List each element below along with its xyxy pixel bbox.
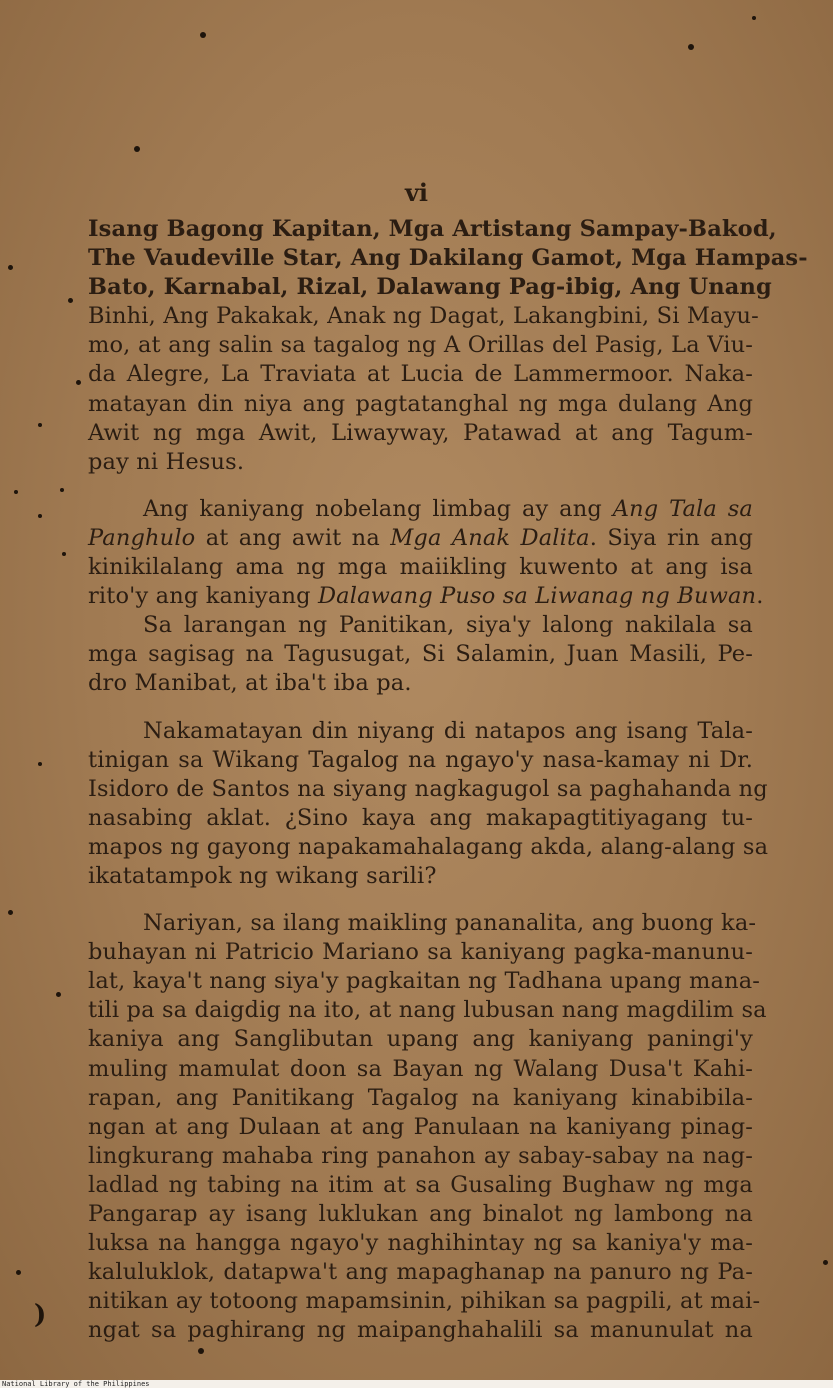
body-text [88,215,808,1345]
text-line: mga sagisag na Tagusugat, Si Salamin, Juan Masili, Pe- [88,641,753,668]
page-number: vi [404,178,429,207]
text-line: Binhi, Ang Pakakak, Anak ng Dagat, Lakangbini, Si Mayu- [88,303,759,330]
ink-speck [8,910,13,915]
text-line: dro Manibat, at iba't iba pa. [88,670,412,697]
ink-speck [688,44,694,50]
ink-speck [14,490,18,494]
text-line: nitikan ay totoong mapamsinin, pihikan sa pagpili, at mai- [88,1288,761,1315]
text-line: Isidoro de Santos na siyang nagkagugol sa paghahanda ng [88,775,768,802]
ink-speck [60,488,64,492]
ink-speck [62,552,66,556]
paragraph-2 [88,495,764,611]
ink-speck [38,762,42,766]
ink-speck [38,514,42,518]
text-line: pay ni Hesus. [88,448,245,475]
ink-speck [752,16,756,20]
text-line: lat, kaya't nang siya'y pagkaitan ng Tadhana upang mana- [88,968,761,995]
text-line: Isang Bagong Kapitan, Mga Artistang Sampay-Bakod, [88,216,777,242]
text-line: Awit ng mga Awit, Liwayway, Patawad at ang Tagum- [88,419,753,446]
text-line: matayan din niya ang pagtatanghal ng mga dulang Ang [88,390,753,417]
ink-speck [823,1260,828,1265]
text-line: kaluluklok, datapwa't ang mapaghanap na panuro ng Pa- [88,1259,753,1286]
text-line: da Alegre, La Traviata at Lucia de Lammermoor. Naka- [88,361,753,388]
ink-speck [38,423,42,427]
paragraph-3 [88,611,753,698]
ink-speck [8,265,13,270]
footer-credit: National Library of the Philippines [2,1380,150,1388]
margin-mark: ) [34,1300,47,1330]
text-line: rito'y ang kaniyang Dalawang Puso sa Liwanag ng Buwan. [88,583,764,610]
text-line: ngat sa paghirang ng maipanghahalili sa manunulat na [88,1317,753,1344]
text-line: kaniya ang Sanglibutan upang ang kaniyang paningi'y [88,1026,753,1053]
text-line: nasabing aklat. ¿Sino kaya ang makapagtitiyagang tu- [88,804,753,831]
text-line: Bato, Karnabal, Rizal, Dalawang Pag-ibig, Ang Unang [88,274,772,301]
text-line: ngan at ang Dulaan at ang Panulaan na kaniyang pinag- [88,1113,753,1140]
text-line: Panghulo at ang awit na Mga Anak Dalita. Siya rin ang [88,524,753,551]
paragraph-5 [88,909,767,1345]
text-line: Sa larangan ng Panitikan, siya'y lalong nakilala sa [143,612,753,639]
ink-speck [76,380,81,385]
text-line: Pangarap ay isang luklukan ang binalot ng lambong na [88,1201,753,1227]
ink-speck [198,1348,204,1354]
text-line: tili pa sa daigdig na ito, at nang lubusan nang magdilim sa [88,997,767,1024]
paragraph-4 [88,717,769,892]
text-line: rapan, ang Panitikang Tagalog na kaniyang kinabibila- [88,1084,753,1111]
ink-speck [200,32,206,38]
text-line: ikatatampok ng wikang sarili? [88,862,437,889]
text-line: tinigan sa Wikang Tagalog na ngayo'y nasa-kamay ni Dr. [88,746,753,773]
ink-speck [68,298,73,303]
ink-speck [134,146,140,152]
ink-speck [56,992,61,997]
text-line: mapos ng gayong napakamahalagang akda, alang-alang sa [88,833,769,860]
paragraph-1 [88,215,808,477]
text-line: lingkurang mahaba ring panahon ay sabay-sabay na nag- [88,1142,753,1169]
text-line: kinikilalang ama ng mga maiikling kuwento at ang isa [88,554,753,581]
ink-speck [16,1270,21,1275]
text-line: The Vaudeville Star, Ang Dakilang Gamot, Mga Hampas- [88,245,808,272]
text-line: Nariyan, sa ilang maikling pananalita, ang buong ka- [143,910,757,937]
text-line: Ang kaniyang nobelang limbag ay ang Ang Tala sa [143,495,753,522]
text-line: muling mamulat doon sa Bayan ng Walang Dusa't Kahi- [88,1055,753,1082]
text-line: mo, at ang salin sa tagalog ng A Orillas del Pasig, La Viu- [88,332,753,359]
text-line: luksa na hangga ngayo'y naghihintay ng sa kaniya'y ma- [88,1230,753,1257]
text-line: Nakamatayan din niyang di natapos ang isang Tala- [143,717,753,744]
text-line: buhayan ni Patricio Mariano sa kaniyang pagka-manunu- [88,939,753,966]
text-line: ladlad ng tabing na itim at sa Gusaling Bughaw ng mga [88,1171,753,1198]
